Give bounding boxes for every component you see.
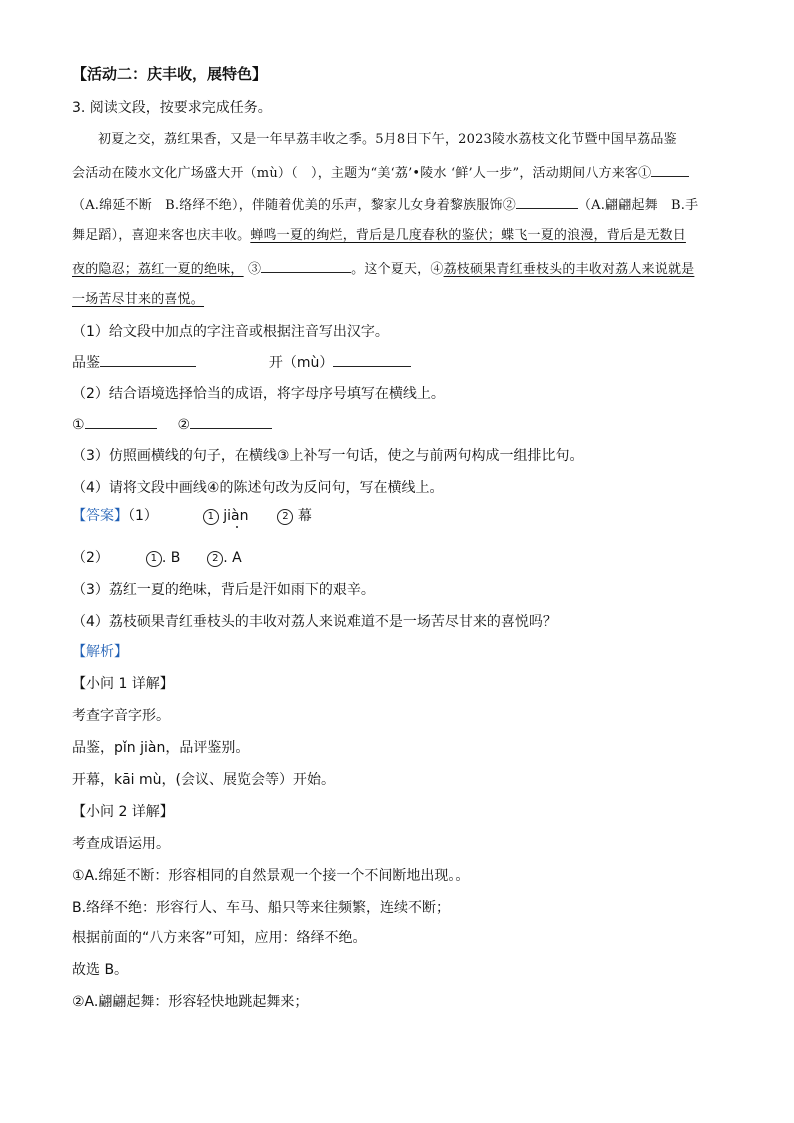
analysis-label: 【解析】 — [72, 644, 128, 660]
passage-line-3: （A.绵延不断 B.络绎不绝），伴随着优美的乐声，黎家儿女身着黎族服饰② （A.翩翩起舞 B.手 — [72, 194, 698, 216]
detail-1-title: 【小问 1 详解】 — [72, 676, 174, 692]
detail-2-line-5: 故选 B。 — [72, 962, 129, 978]
answer-blank — [190, 414, 272, 429]
answer-line-2: （2） 1 . B 2 . A — [72, 550, 242, 566]
passage-line-6: 一场苦尽甘来的喜悦。 — [72, 292, 205, 307]
detail-2-line-4: 根据前面的“八方来客”可知，应用：络绎不绝。 — [72, 930, 367, 946]
detail-1-line-1: 考查字音字形。 — [72, 708, 170, 724]
detail-1-line-3: 开幕，kāi mù，(会议、展览会等）开始。 — [72, 772, 335, 788]
circled-number-2: 2 — [277, 509, 293, 525]
detail-2-line-1: 考查成语运用。 — [72, 836, 170, 852]
answer-line-1: 【答案】（1） 1 jiàn 2 幕 — [72, 508, 312, 524]
passage-line-1: 初夏之交，荔红果香，又是一年早荔丰收之季。5月8日下午，2023陵水荔枝文化节暨中国早荔品鉴 — [98, 132, 677, 147]
sub-question-1-blanks: 品鉴 开（mù） — [72, 352, 411, 373]
passage-line-4: 舞足蹈），喜迎来客也庆丰收。蝉鸣一夏的绚烂，背后是几度春秋的鉴伏；蝶飞一夏的浪漫，背后是无数日 — [72, 228, 686, 243]
passage-line-5: 夜的隐忍；荔红一夏的绝味， ③ 。这个夏天，④荔枝硕果青红垂枝头的丰收对荔人来说就是 — [72, 258, 694, 280]
answer-label: 【答案】 — [72, 508, 128, 524]
passage-line-2: 会活动在陵水文化广场盛大开（mù）（ ），主题为“美‘荔’•陵水 ‘鲜’人一步”，活动期间八方来客① — [72, 162, 689, 184]
answer-blank — [333, 352, 411, 367]
activity-title: 【活动二：庆丰收，展特色】 — [72, 65, 268, 83]
detail-2-line-3: B.络绎不绝：形容行人、车马、船只等来往频繁，连续不断； — [72, 900, 451, 916]
sub-question-4: （4）请将文段中画线④的陈述句改为反问句，写在横线上。 — [72, 480, 444, 496]
underlined-sentence-4: 荔枝硕果青红垂枝头的丰收对荔人来说就是 — [443, 262, 695, 277]
answer-blank — [100, 352, 196, 367]
blank-1 — [651, 162, 689, 177]
circled-number-2: 2 — [207, 551, 223, 567]
answer-blank — [85, 414, 157, 429]
detail-2-line-2: ①A.绵延不断：形容相同的自然景观一个接一个不间断地出现。。 — [72, 868, 470, 884]
sub-question-3: （3）仿照画横线的句子，在横线③上补写一句话，使之与前两句构成一组排比句。 — [72, 448, 584, 464]
answer-line-3: （3）荔红一夏的绝味，背后是汗如雨下的艰辛。 — [72, 582, 375, 598]
detail-2-title: 【小问 2 详解】 — [72, 804, 174, 820]
circled-number-1: 1 — [203, 509, 219, 525]
blank-3 — [261, 258, 351, 273]
sub-question-1: （1）给文段中加点的字注音或根据注音写出汉字。 — [72, 324, 389, 340]
blank-2 — [516, 194, 578, 209]
answer-line-4: （4）荔枝硕果青红垂枝头的丰收对荔人来说难道不是一场苦尽甘来的喜悦吗？ — [72, 614, 557, 630]
circled-number-1: 1 — [146, 551, 162, 567]
sub-question-2: （2）结合语境选择恰当的成语，将字母序号填写在横线上。 — [72, 386, 445, 402]
question-3-prompt: 3. 阅读文段，按要求完成任务。 — [72, 100, 272, 116]
detail-2-line-6: ②A.翩翩起舞：形容轻快地跳起舞来； — [72, 994, 309, 1010]
underlined-sentence-1: 蝉鸣一夏的绚烂，背后是几度春秋的鉴伏；蝶飞一夏的浪漫，背后是无数日 — [250, 228, 686, 243]
sub-question-2-blanks: ① ② — [72, 414, 272, 435]
detail-1-line-2: 品鉴，pǐn jiàn，品评鉴别。 — [72, 740, 250, 756]
